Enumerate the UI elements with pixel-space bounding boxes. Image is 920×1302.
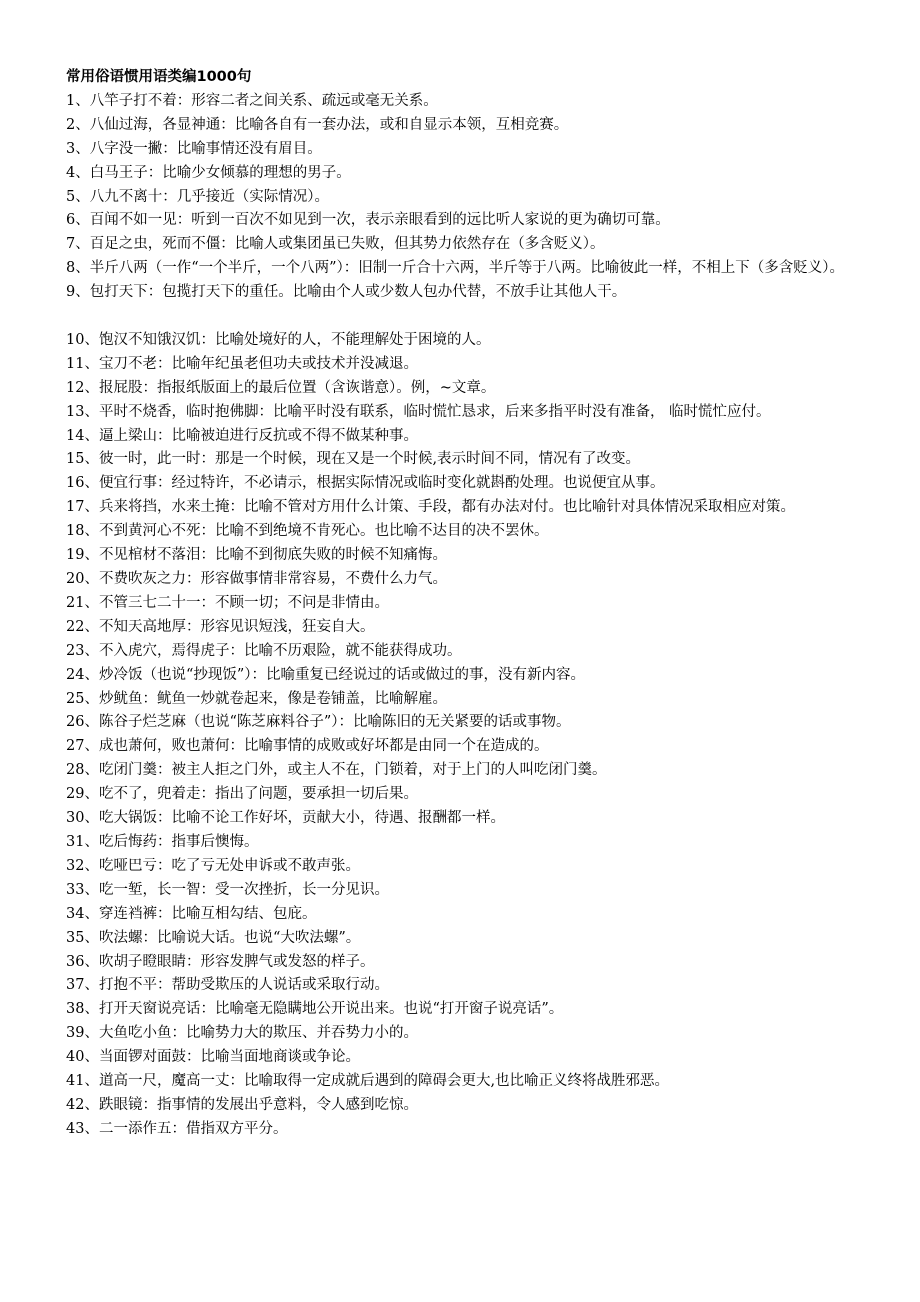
document-title: 常用俗语惯用语类编1000句 [66,69,252,85]
list-item: 34、穿连裆裤：比喻互相勾结、包庇。 [66,905,317,922]
list-item: 17、兵来将挡，水来土掩：比喻不管对方用什么计策、手段，都有办法对付。也比喻针对具体情况采取相应对策。 [66,499,795,516]
list-item: 42、跌眼镜：指事情的发展出乎意料，令人感到吃惊。 [66,1096,418,1113]
list-item: 31、吃后悔药：指事后懊悔。 [66,833,259,850]
list-item: 21、不管三七二十一：不顾一切；不问是非情由。 [66,594,389,611]
list-item: 14、逼上梁山：比喻被迫进行反抗或不得不做某种事。 [66,427,418,444]
list-item: 24、炒冷饭（也说“抄现饭”）：比喻重复已经说过的话或做过的事，没有新内容。 [66,666,586,683]
list-item: 35、吹法螺：比喻说大话。也说“大吹法螺”。 [66,929,361,946]
list-item: 6、百闻不如一见：听到一百次不如见到一次，表示亲眼看到的远比听人家说的更为确切可靠。 [66,212,670,229]
list-item: 23、不入虎穴，焉得虎子：比喻不历艰险，就不能获得成功。 [66,642,462,659]
list-item: 40、当面锣对面鼓：比喻当面地商谈或争论。 [66,1049,360,1066]
document-page [66,66,866,1142]
list-item: 19、不见棺材不落泪：比喻不到彻底失败的时候不知痛悔。 [66,547,447,564]
list-item: 4、白马王子：比喻少女倾慕的理想的男子。 [66,164,351,181]
list-item: 5、八九不离十：几乎接近（实际情况）。 [66,188,329,205]
list-item: 39、大鱼吃小鱼：比喻势力大的欺压、并吞势力小的。 [66,1025,418,1042]
paragraph-gap [66,305,866,329]
list-item: 20、不费吹灰之力：形容做事情非常容易，不费什么力气。 [66,571,447,588]
list-item: 30、吃大锅饭：比喻不论工作好坏，贡献大小，待遇、报酬都一样。 [66,810,505,827]
list-item: 12、报屁股：指报纸版面上的最后位置（含诙谐意）。例，~文章。 [66,379,496,396]
list-item: 41、道高一尺，魔高一丈：比喻取得一定成就后遇到的障碍会更大,也比喻正义终将战胜邪恶。 [66,1073,670,1090]
list-item: 18、不到黄河心不死：比喻不到绝境不肯死心。也比喻不达目的决不罢休。 [66,523,549,540]
list-item: 11、宝刀不老：比喻年纪虽老但功夫或技术并没减退。 [66,355,418,372]
list-item: 16、便宜行事：经过特许，不必请示，根据实际情况或临时变化就斟酌处理。也说便宜从事。 [66,475,665,492]
list-item: 38、打开天窗说亮话：比喻毫无隐瞒地公开说出来。也说“打开窗子说亮话”。 [66,1001,564,1018]
list-item: 37、打抱不平：帮助受欺压的人说话或采取行动。 [66,977,389,994]
list-item: 22、不知天高地厚：形容见识短浅，狂妄自大。 [66,618,375,635]
entries-group-1 [66,90,866,305]
list-item: 27、成也萧何，败也萧何：比喻事情的成败或好坏都是由同一个在造成的。 [66,738,549,755]
list-item: 15、彼一时，此一时：那是一个时候，现在又是一个时候,表示时间不同，情况有了改变。 [66,451,641,468]
list-item: 25、炒鱿鱼：鱿鱼一炒就卷起来，像是卷铺盖，比喻解雇。 [66,690,447,707]
list-item: 28、吃闭门羹：被主人拒之门外，或主人不在，门锁着，对于上门的人叫吃闭门羹。 [66,762,607,779]
list-item: 2、八仙过海，各显神通：比喻各自有一套办法，或和自显示本领，互相竞赛。 [66,116,569,133]
list-item: 9、包打天下：包揽打天下的重任。比喻由个人或少数人包办代替，不放手让其他人干。 [66,284,627,301]
list-item: 7、百足之虫，死而不僵：比喻人或集团虽已失败，但其势力依然存在（多含贬义）。 [66,236,605,253]
list-item: 43、二一添作五：借指双方平分。 [66,1120,288,1137]
list-item: 8、半斤八两（一作“一个半斤，一个八两”）：旧制一斤合十六两，半斤等于八两。比喻彼此一样，不相上下（多含贬义）。 [66,260,845,277]
list-item: 26、陈谷子烂芝麻（也说“陈芝麻料谷子”）：比喻陈旧的无关紧要的话或事物。 [66,714,571,731]
entries-group-2 [66,329,866,1142]
list-item: 36、吹胡子瞪眼睛：形容发脾气或发怒的样子。 [66,953,375,970]
list-item: 1、八竿子打不着：形容二者之间关系、疏远或毫无关系。 [66,92,438,109]
list-item: 33、吃一堑，长一智：受一次挫折，长一分见识。 [66,881,389,898]
list-item: 3、八字没一撇：比喻事情还没有眉目。 [66,140,322,157]
list-item: 13、平时不烧香，临时抱佛脚：比喻平时没有联系，临时慌忙恳求，后来多指平时没有准备， 临时慌忙应付。 [66,403,771,420]
list-item: 32、吃哑巴亏：吃了亏无处申诉或不敢声张。 [66,857,360,874]
list-item: 10、饱汉不知饿汉饥：比喻处境好的人，不能理解处于困境的人。 [66,331,491,348]
list-item: 29、吃不了，兜着走：指出了问题，要承担一切后果。 [66,786,418,803]
